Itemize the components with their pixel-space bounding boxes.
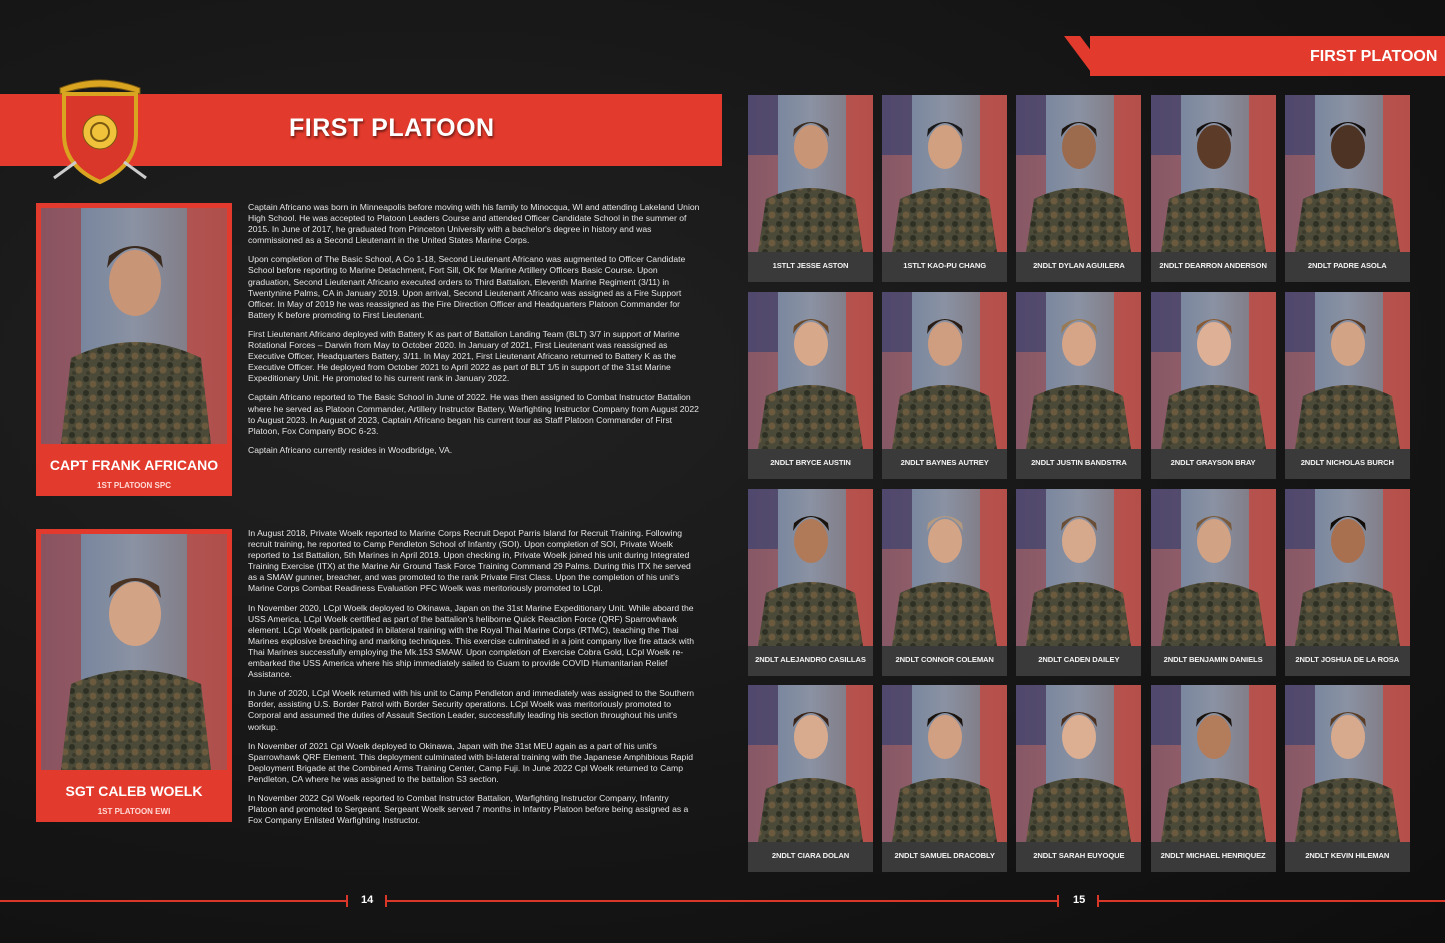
portrait-photo [748,292,873,449]
page-number-left: 14 [361,894,374,906]
bio-paragraph: In November 2020, LCpl Woelk deployed to Okinawa, Japan on the 31st Marine Expeditionary Unit. While aboard the USS America, LCpl Woelk certified as part of the battalion's heliborne Quick Reaction Force (QRF) Sparrowhawk element. LCpl Woelk participated in bilateral training with the Royal Thai Marine Corps (RTMC), teaching the Thai Marines explosive breaching and marking techniques. This exercise culminated in a joint company live fire attack with Thai Marines successfully employing the Mk.153 SMAW. Upon completion of Exercise Cobra Gold, LCpl Woelk re-embarked the USS America where his ship immediately sailed to Guam to provide COVID Humanitarian Relief Assistance. [248,602,694,680]
profile-role: 1ST PLATOON SPC [97,481,171,490]
bio-paragraph: In June of 2020, LCpl Woelk returned with his unit to Camp Pendleton and immediately was assigned to the Southern Border, assisting U.S. Border Patrol with Border Security operations. LCpl Woelk was meritoriously promoted to Corporal and assumed the duties of Assault Section Leader, successfully leading his section throughout his unit's workup. [248,688,695,732]
roster-name: 2NDLT KEVIN HILEMAN [1305,851,1390,861]
roster-name: 1STLT JESSE ASTON [772,261,849,270]
roster-tile [882,292,1007,479]
bio-paragraph: In November 2022 Cpl Woelk reported to Combat Instructor Battalion, Warfighting Instructor Company, Infantry Platoon and promoted to Sergeant. Sergeant Woelk served 7 months in Infantry Platoon before being assigned as a Fox Company Enlisted Warfighting Instructor. [248,792,689,826]
portrait-photo [1016,95,1141,252]
roster-name: 2NDLT CIARA DOLAN [771,851,850,861]
portrait-photo [1285,489,1410,646]
roster-name: 2NDLT SARAH EUYOQUE [1033,851,1125,861]
bio-paragraph: In August 2018, Private Woelk reported to Marine Corps Recruit Depot Parris Island for Recruit Training. Following recruit training, he reported to Camp Pendleton School of Infantry (SOI). Upon completion of SOI, Private Woelk reported to 1st Battalion, 5th Marines in April 2019. Upon checking in, Private Woelk joined his unit during Integrated Training Exercise (ITX) at the Marine Air Ground Task Force Training Command 29 Palms. During this ITX he served as a SMAW gunner, breacher, and was promoted to the rank Private First Class. Upon the completion of his unit's Marine Corps Combat Readiness Evaluation PFC Woelk was meritoriously promoted to LCpl. [248,528,691,594]
profile-bio-woelk [248,528,700,834]
roster-name: 2NDLT BRYCE AUSTIN [770,457,851,467]
roster-tile [1151,685,1276,872]
roster-tile [1016,292,1141,479]
portrait-photo [1285,685,1410,842]
bio-paragraph: Captain Africano was born in Minneapolis before moving with his family to Minocqua, WI and attending Lakeland Union High School. He was accepted to Platoon Leaders Course and attended Officer Candidate School in the summer of 2015. In June of 2017, he graduated from Princeton University with a bachelor's degree in history and was commissioned as a Second Lieutenant in the United States Marine Corps. [248,202,700,246]
portrait-photo [882,95,1007,252]
roster-name: 2NDLT ALEJANDRO CASILLAS [755,654,866,664]
portrait-photo [1016,292,1141,449]
profile-role: 1ST PLATOON EWI [97,807,171,816]
roster-name: 2NDLT CONNOR COLEMAN [895,654,994,664]
portrait-photo [1285,95,1410,252]
roster-tile [1016,685,1141,872]
portrait-photo [882,685,1007,842]
page-number-right: 15 [1073,894,1086,906]
roster-tile [1285,685,1410,872]
profile-bio-africano [248,202,700,464]
bio-paragraph: Upon completion of The Basic School, A Co 1-18, Second Lieutenant Africano was augmented to Officer Candidate School before reporting to Marine Detachment, Fort Sill, OK for Marine Artillery Officers Basic Course. Upon graduation, Second Lieutenant Africano executed orders to Third Battalion, Eleventh Marine Regiment (3/11) in Twentynine Palms, CA in January 2019. Upon arrival, Second Lieutenant Africano was assigned as a Fire Support Officer. In May of 2019 he was reassigned as the Fire Direction Officer and Headquarters Platoon Commander for Battery K before promoting to First Lieutenant. [248,254,686,320]
roster-tile [1151,489,1276,676]
portrait-photo [748,489,873,646]
roster-tile [882,685,1007,872]
roster-name: 2NDLT MICHAEL HENRIQUEZ [1160,851,1266,861]
portrait-photo [882,489,1007,646]
portrait-photo [1016,685,1141,842]
portrait-photo [748,685,873,842]
profile-card-africano [36,203,232,496]
roster-tile [748,95,873,282]
portrait-photo [1151,489,1276,646]
portrait-photo [1151,685,1276,842]
roster-tile [748,489,873,676]
portrait-photo [1151,292,1276,449]
bio-paragraph: In November of 2021 Cpl Woelk deployed to Okinawa, Japan with the 31st MEU again as a part of his unit's Sparrowhawk QRF Element. This deployment culminated with bi-lateral training with the Japanese Amphibious Rapid Deployment Brigade at the Combined Arms Training Center, Camp Fuji. In June 2022 Cpl Woelk returned to Camp Pendleton, CA where he was assigned to the battalion S3 section. [248,740,694,784]
portrait-photo [1285,292,1410,449]
roster-name: 2NDLT BAYNES AUTREY [900,457,989,467]
bio-paragraph: First Lieutenant Africano deployed with Battery K as part of Battalion Landing Team (BLT) 3/7 in support of Marine Rotational Forces – Darwin from May to October 2020. In January of 2021, First Lieutenant was reassigned as Executive Officer, Headquarters Battery, 3/11. In May 2021, First Lieutenant Africano returned to Battery K as the Executive Officer. He deployed from October 2021 to April 2022 as part of BLT 1/5 in support of the 31st Marine Expeditionary Unit. He promoted to his current rank in January 2022. [248,328,680,384]
bio-paragraph: Captain Africano reported to The Basic School in June of 2022. He was then assigned to Combat Instructor Battalion where he served as Platoon Commander, Artillery Instructor Battery, Warfighting Instructor Company from August 2022 to August 2023. In August of 2023, Captain Africano began his current tour as Staff Platoon Commander of First Platoon, Fox Company BOC 6-23. [248,392,699,436]
roster-tile [1285,292,1410,479]
roster-tile [1016,489,1141,676]
roster-name: 2NDLT PADRE ASOLA [1307,261,1387,270]
roster-name: 2NDLT JOSHUA DE LA ROSA [1295,654,1400,664]
roster-name: 2NDLT DYLAN AGUILERA [1033,261,1125,270]
roster-tile [748,292,873,479]
roster-name: 2NDLT BENJAMIN DANIELS [1163,654,1263,664]
roster-name: 2NDLT SAMUEL DRACOBLY [894,851,995,861]
roster-name: 2NDLT CADEN DAILEY [1038,654,1120,664]
right-page-title: FIRST PLATOON [1310,48,1438,65]
bio-paragraph: Captain Africano currently resides in Woodbridge, VA. [248,444,453,455]
footer-rule [387,900,1057,902]
roster-tile [748,685,873,872]
footer-tick [346,895,348,907]
roster-tile [882,489,1007,676]
roster-name: 1STLT KAO-PU CHANG [903,261,987,270]
portrait-photo [41,208,227,444]
profile-name: CAPT FRANK AFRICANO [49,457,219,473]
footer-rule [1099,900,1445,902]
roster-name: 2NDLT DEARRON ANDERSON [1159,261,1267,270]
roster-tile [1285,95,1410,282]
portrait-photo [748,95,873,252]
roster-name: 2NDLT NICHOLAS BURCH [1300,457,1394,467]
profile-name: SGT CALEB WOELK [65,783,203,799]
portrait-photo [882,292,1007,449]
portrait-photo [1151,95,1276,252]
roster-tile [1285,489,1410,676]
roster-name: 2NDLT GRAYSON BRAY [1170,457,1256,467]
roster-tile [1151,95,1276,282]
tbs-emblem-logo [50,74,150,189]
profile-card-woelk [36,529,232,822]
footer-rule [0,900,346,902]
footer-tick [1057,895,1059,907]
page-title: FIRST PLATOON [289,114,495,142]
roster-tile [882,95,1007,282]
roster-tile [1016,95,1141,282]
roster-tile [1151,292,1276,479]
portrait-photo [1016,489,1141,646]
portrait-photo [41,534,227,770]
roster-name: 2NDLT JUSTIN BANDSTRA [1031,457,1127,467]
